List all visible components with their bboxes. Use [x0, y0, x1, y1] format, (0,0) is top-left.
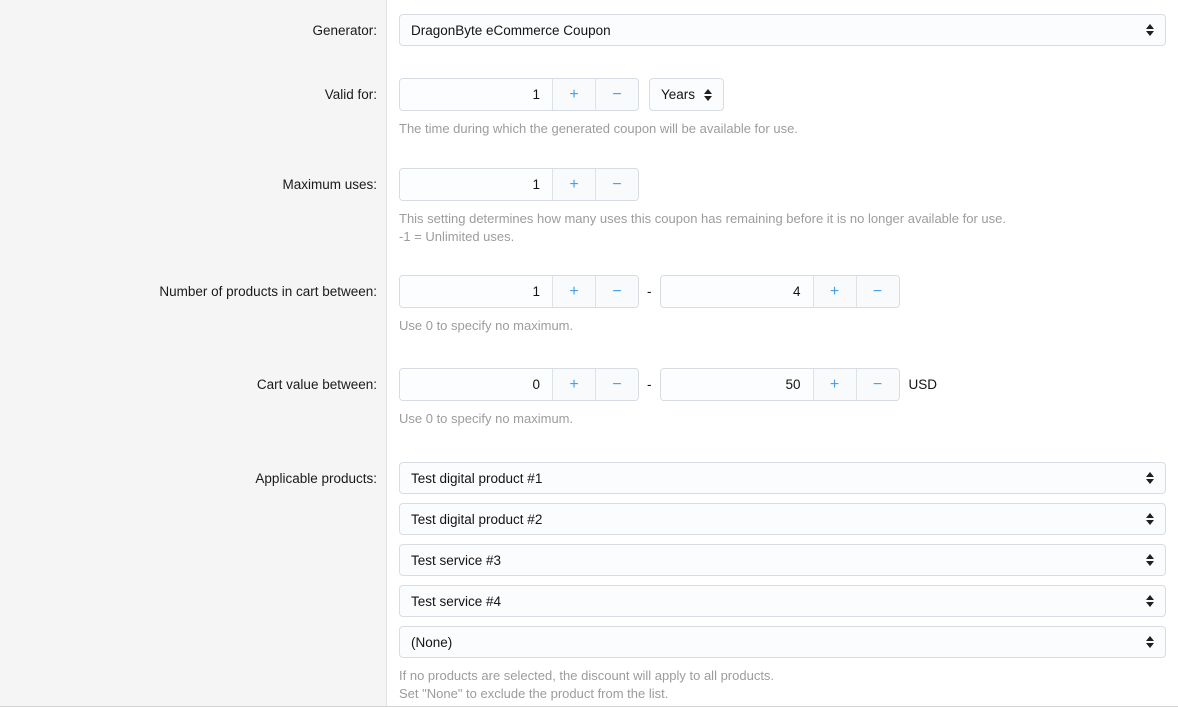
cart-value-max-decrement-button[interactable]: − [856, 369, 899, 400]
product-select-3[interactable] [399, 544, 1166, 576]
select-arrows-icon [1146, 554, 1154, 566]
generator-select-value: DragonByte eCommerce Coupon [411, 22, 611, 38]
cart-value-min-decrement-button[interactable]: − [595, 369, 638, 400]
select-arrows-icon [1146, 513, 1154, 525]
row-maximum-uses [0, 138, 1178, 246]
product-select-5[interactable] [399, 626, 1166, 658]
select-arrows-icon [1146, 636, 1154, 648]
applicable-products-help-line-2: Set "None" to exclude the product from the list. [399, 686, 669, 701]
product-select-5-value: (None) [411, 634, 453, 650]
products-max-decrement-button[interactable]: − [856, 276, 899, 307]
cart-value-max-stepper [660, 368, 900, 401]
row-applicable-products [0, 428, 1178, 703]
products-min-stepper [399, 275, 639, 308]
cart-value-label: Cart value between: [0, 335, 387, 428]
product-select-1[interactable] [399, 462, 1166, 494]
maximum-uses-help-line-1: This setting determines how many uses this coupon has remaining before it is no longer available for use. [399, 211, 1006, 226]
products-max-stepper [660, 275, 900, 308]
cart-value-max-input[interactable] [661, 369, 813, 400]
filler-row [0, 703, 1178, 706]
products-min-input[interactable] [400, 276, 552, 307]
product-select-4-value: Test service #4 [411, 593, 502, 609]
valid-for-unit-select[interactable] [649, 78, 724, 111]
products-in-cart-label: Number of products in cart between: [0, 246, 387, 335]
valid-for-increment-button[interactable]: + [552, 79, 595, 110]
select-arrows-icon [704, 89, 712, 101]
cart-value-min-increment-button[interactable]: + [552, 369, 595, 400]
products-max-input[interactable] [661, 276, 813, 307]
row-valid-for [0, 46, 1178, 138]
maximum-uses-decrement-button[interactable]: − [595, 169, 638, 200]
cart-value-help: Use 0 to specify no maximum. [399, 411, 574, 426]
maximum-uses-help-line-2: -1 = Unlimited uses. [399, 229, 515, 244]
applicable-products-help-line-1: If no products are selected, the discount will apply to all products. [399, 668, 775, 683]
valid-for-help: The time during which the generated coupon will be available for use. [399, 121, 798, 136]
cart-value-min-stepper [399, 368, 639, 401]
valid-for-decrement-button[interactable]: − [595, 79, 638, 110]
valid-for-label: Valid for: [0, 46, 387, 138]
products-min-increment-button[interactable]: + [552, 276, 595, 307]
maximum-uses-label: Maximum uses: [0, 138, 387, 246]
valid-for-stepper [399, 78, 639, 111]
product-select-2[interactable] [399, 503, 1166, 535]
products-in-cart-help: Use 0 to specify no maximum. [399, 318, 574, 333]
maximum-uses-stepper [399, 168, 639, 201]
select-arrows-icon [1146, 24, 1154, 36]
product-select-4[interactable] [399, 585, 1166, 617]
product-select-3-value: Test service #3 [411, 552, 502, 568]
cart-value-min-input[interactable] [400, 369, 552, 400]
valid-for-unit-value: Years [661, 87, 696, 102]
currency-label: USD [908, 377, 938, 392]
select-arrows-icon [1146, 472, 1154, 484]
range-separator: - [647, 284, 652, 299]
product-select-2-value: Test digital product #2 [411, 511, 543, 527]
generator-select[interactable] [399, 14, 1166, 46]
select-arrows-icon [1146, 595, 1154, 607]
valid-for-value-input[interactable] [400, 79, 552, 110]
row-generator [0, 0, 1178, 46]
products-min-decrement-button[interactable]: − [595, 276, 638, 307]
applicable-products-label: Applicable products: [0, 428, 387, 703]
range-separator: - [647, 377, 652, 392]
product-select-1-value: Test digital product #1 [411, 470, 543, 486]
row-products-in-cart [0, 246, 1178, 335]
cart-value-max-increment-button[interactable]: + [813, 369, 856, 400]
row-cart-value [0, 335, 1178, 428]
maximum-uses-increment-button[interactable]: + [552, 169, 595, 200]
products-max-increment-button[interactable]: + [813, 276, 856, 307]
maximum-uses-value-input[interactable] [400, 169, 552, 200]
generator-label: Generator: [0, 0, 387, 46]
